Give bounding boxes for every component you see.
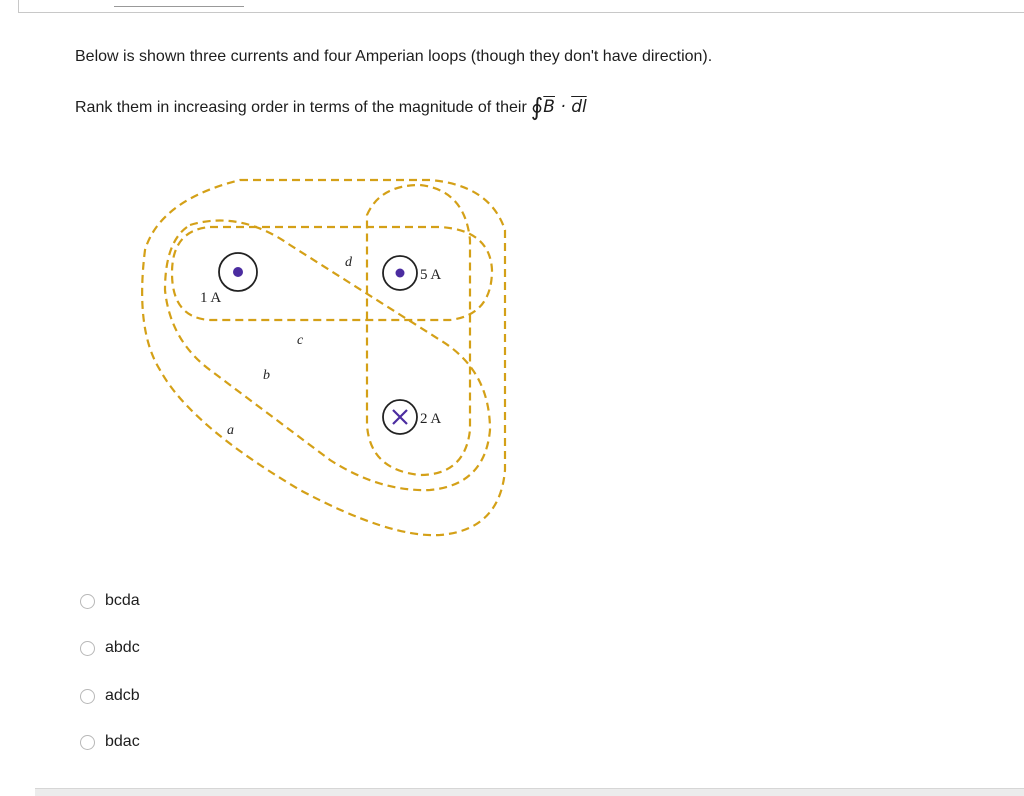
top-divider [114, 6, 244, 9]
current-5a-dot [396, 269, 405, 278]
question-line-2 [75, 93, 587, 121]
option-label-4[interactable]: bdac [105, 733, 140, 750]
loop-label-d: d [345, 255, 352, 270]
option-radio-4[interactable] [80, 735, 95, 750]
option-row-4[interactable] [80, 732, 140, 752]
line-integral-expression [530, 93, 587, 121]
option-radio-2[interactable] [80, 641, 95, 656]
loop-label-b: b [263, 368, 270, 383]
option-row-2[interactable] [80, 638, 140, 658]
option-row-3[interactable] [80, 686, 140, 706]
current-label-2a: 2 A [420, 411, 442, 427]
option-label-1[interactable]: bcda [105, 592, 140, 609]
current-label-5a: 5 A [420, 267, 442, 283]
amperian-loops-diagram [130, 170, 530, 550]
amperian-loops-figure [130, 170, 530, 550]
question-line-1: Below is shown three currents and four Amperian loops (though they don't have direction). [75, 48, 713, 65]
loop-b [165, 221, 490, 491]
integral-element: $\overline{dl}$ [571, 97, 587, 117]
top-frame [18, 0, 1024, 13]
contour-integral-symbol: ∮ [530, 93, 544, 121]
current-1a-dot [233, 267, 243, 277]
loop-label-c: c [297, 333, 304, 348]
question-line-2-text: Rank them in increasing order in terms of the magnitude of their [75, 99, 527, 116]
option-label-3[interactable]: adcb [105, 687, 140, 704]
integral-dot: · [554, 97, 572, 117]
loop-d [367, 185, 470, 475]
option-row-1[interactable] [80, 591, 140, 611]
option-label-2[interactable]: abdc [105, 639, 140, 656]
current-label-1a: 1 A [200, 290, 222, 306]
option-radio-3[interactable] [80, 689, 95, 704]
integral-field: $\overline{B}$ [543, 97, 555, 117]
loop-label-a: a [227, 423, 234, 438]
option-radio-1[interactable] [80, 594, 95, 609]
